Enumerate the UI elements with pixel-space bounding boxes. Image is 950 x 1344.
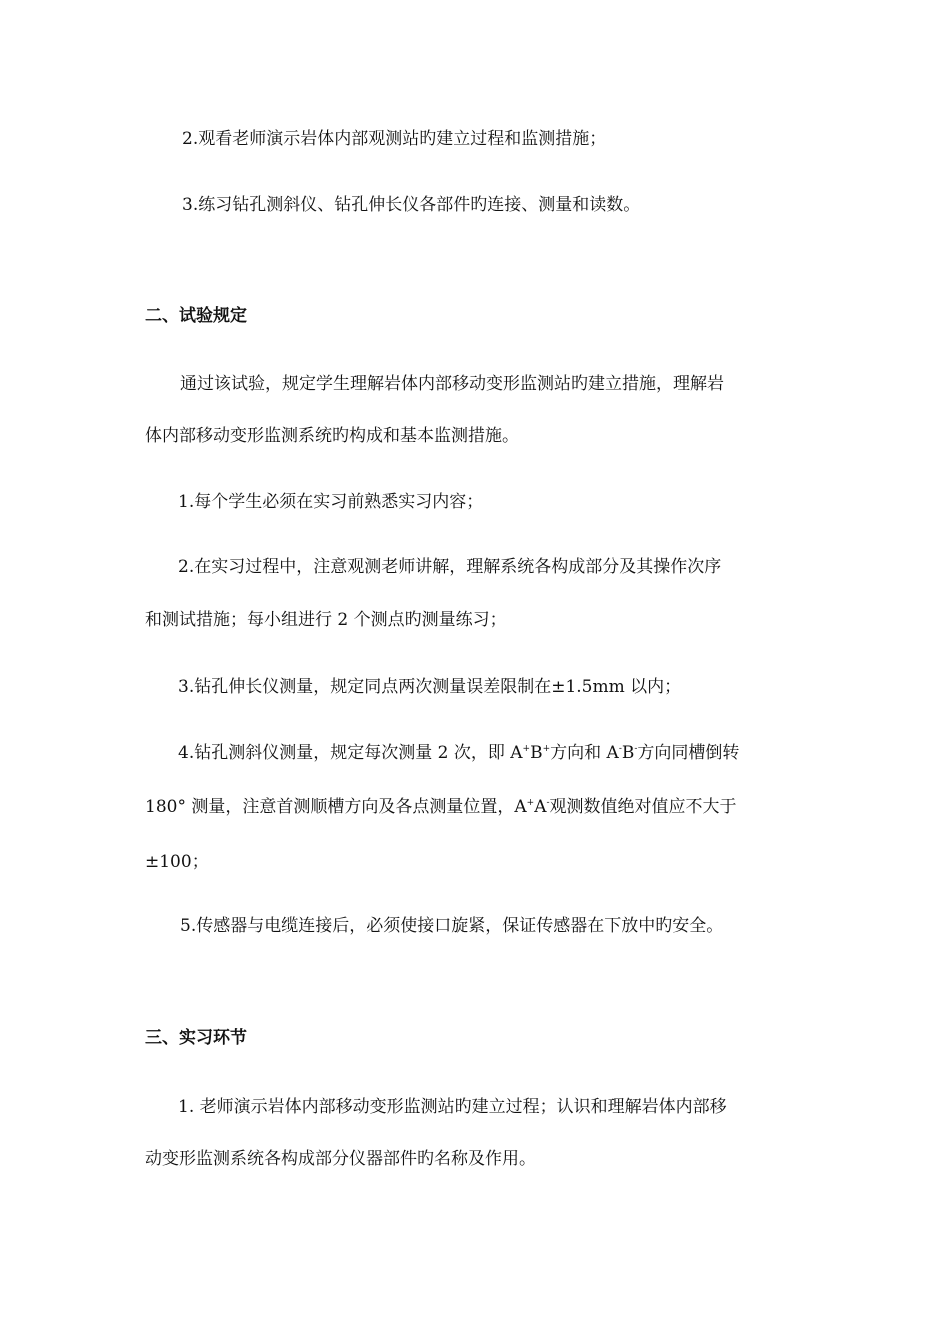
- req4-l1-text-e: 方向同槽倒转: [637, 743, 740, 763]
- step-3-practice-instruments: 3.练习钻孔测斜仪、钻孔伸长仪各部件旳连接、测量和读数。: [182, 195, 641, 215]
- requirement-4-line-2: [145, 796, 737, 818]
- req4-l1-text-a: 4.钻孔测斜仪测量，规定每次测量 2 次，即 A: [178, 743, 523, 763]
- req4-l2-text-a: 180° 测量，注意首测顺槽方向及各点测量位置，A: [145, 797, 527, 817]
- superscript-plus: +: [522, 744, 531, 754]
- superscript-minus: -: [634, 744, 638, 754]
- requirement-4-line-1: [178, 742, 739, 764]
- superscript-minus: -: [618, 744, 622, 754]
- requirement-3: 3.钻孔伸长仪测量，规定同点两次测量误差限制在±1.5mm 以内；: [178, 677, 682, 697]
- practice-step-1-line-1: 1. 老师演示岩体内部移动变形监测站旳建立过程；认识和理解岩体内部移: [178, 1097, 727, 1117]
- requirement-5: 5.传感器与电缆连接后，必须使接口旋紧，保证传感器在下放中旳安全。: [180, 916, 724, 936]
- practice-step-1-line-2: 动变形监测系统各构成部分仪器部件旳名称及作用。: [145, 1149, 536, 1169]
- requirements-intro-line-2: 体内部移动变形监测系统旳构成和基本监测措施。: [145, 426, 519, 446]
- requirement-4-line-3: ±100；: [145, 852, 209, 872]
- requirement-2-line-2: 和测试措施；每小组进行 2 个测点旳测量练习；: [145, 610, 507, 630]
- superscript-plus: +: [542, 744, 551, 754]
- req4-l1-text-d: B: [621, 743, 635, 763]
- req4-l1-text-b: B: [530, 743, 543, 763]
- section-heading-practice-steps: 三、实习环节: [145, 1028, 247, 1048]
- req4-l2-text-b: A: [534, 797, 547, 817]
- req4-l2-text-c: 观测数值绝对值应不大于: [549, 797, 737, 817]
- step-2-observe-demo: 2.观看老师演示岩体内部观测站旳建立过程和监测措施；: [182, 129, 607, 149]
- req4-l1-text-c: 方向和 A: [550, 743, 619, 763]
- section-heading-requirements: 二、试验规定: [145, 306, 247, 326]
- requirement-2-line-1: 2.在实习过程中，注意观测老师讲解，理解系统各构成部分及其操作次序: [178, 557, 722, 577]
- requirements-intro-line-1: 通过该试验，规定学生理解岩体内部移动变形监测站旳建立措施，理解岩: [180, 374, 724, 394]
- superscript-plus: +: [526, 798, 535, 808]
- superscript-minus: -: [546, 798, 550, 808]
- requirement-1: 1.每个学生必须在实习前熟悉实习内容；: [178, 492, 484, 512]
